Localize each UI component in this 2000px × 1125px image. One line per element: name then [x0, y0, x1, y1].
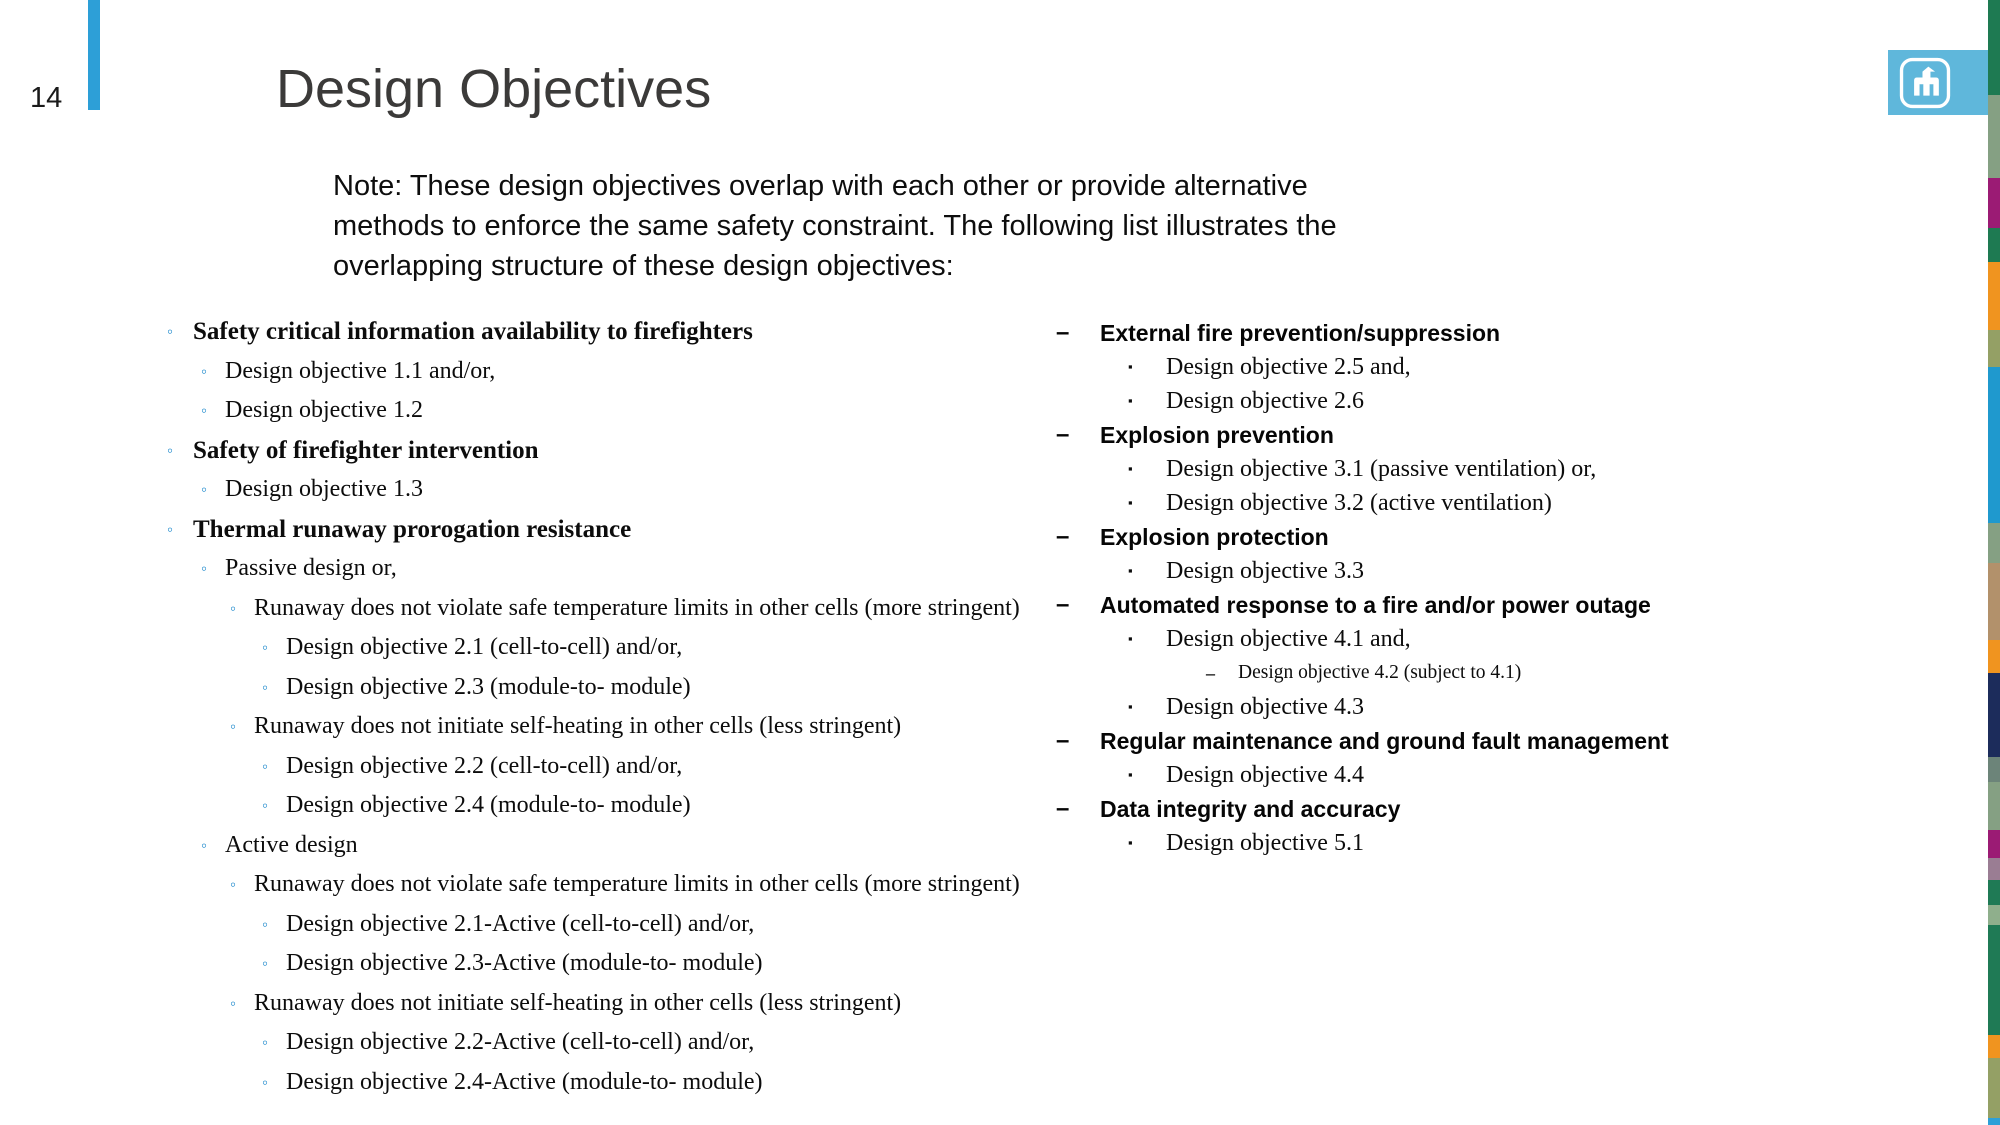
- note-line: methods to enforce the same safety constraint. The following list illustrates the: [333, 210, 1337, 242]
- bullet-icon: –: [1206, 663, 1215, 683]
- list-item-text: Design objective 2.1-Active (cell-to-cell) and/or,: [286, 910, 755, 937]
- list-item-text: Design objective 2.1 (cell-to-cell) and/or,: [286, 634, 683, 660]
- bullet-icon: ◦: [201, 480, 208, 499]
- list-item: [0, 826, 2000, 860]
- list-item: [0, 554, 2000, 588]
- list-item: [0, 792, 2000, 826]
- color-stripe-segment: [1988, 178, 2000, 228]
- list-item-text: Automated response to a fire and/or power outage: [1100, 592, 1651, 618]
- bullet-icon: ◦: [230, 993, 237, 1013]
- list-item-text: Explosion protection: [1100, 524, 1329, 550]
- list-item-text: Data integrity and accuracy: [1100, 796, 1401, 822]
- note-line: Note: These design objectives overlap with each other or provide alternative: [333, 170, 1308, 202]
- list-item-text: Design objective 2.4 (module-to- module): [286, 792, 691, 818]
- bullet-icon: ◦: [262, 796, 269, 815]
- list-item: [0, 486, 2000, 520]
- bullet-icon: ◦: [262, 638, 269, 657]
- list-item-text: Runaway does not violate safe temperature limits in other cells (more stringent): [254, 871, 1020, 897]
- list-item: [0, 1023, 2000, 1063]
- list-item-text: Design objective 3.2 (active ventilation): [1166, 490, 1552, 516]
- list-item: [0, 984, 2000, 1024]
- bullet-icon: ◦: [167, 322, 174, 341]
- bullet-icon: ▪: [1128, 461, 1133, 476]
- sandia-thunderbird-icon: [1898, 57, 1952, 109]
- list-item-text: Regular maintenance and ground fault management: [1100, 728, 1669, 754]
- list-item: [0, 905, 2000, 945]
- list-item: [0, 865, 2000, 905]
- bullet-icon: ◦: [262, 1033, 269, 1052]
- page-number: 14: [30, 82, 63, 114]
- list-item: [0, 690, 2000, 724]
- bullet-icon: ◦: [167, 440, 174, 460]
- bullet-icon: ◦: [201, 401, 208, 420]
- bullet-icon: ◦: [262, 756, 269, 776]
- list-item-text: Explosion prevention: [1100, 422, 1334, 448]
- outline-right-column: [0, 316, 2000, 860]
- list-item-text: Runaway does not initiate self-heating in other cells (less stringent): [254, 713, 902, 739]
- list-item-text: Thermal runaway prorogation resistance: [193, 515, 632, 543]
- list-item: [0, 1063, 2000, 1103]
- bullet-icon: ▪: [1128, 767, 1133, 782]
- bullet-icon: ◦: [230, 717, 237, 736]
- list-item-text: Design objective 4.3: [1166, 694, 1364, 720]
- list-item: [0, 622, 2000, 656]
- list-item: [0, 588, 2000, 622]
- list-item: [0, 418, 2000, 452]
- list-item-text: Design objective 3.3: [1166, 558, 1364, 584]
- bullet-icon: ◦: [262, 914, 269, 934]
- list-item: [0, 656, 2000, 690]
- bullet-icon: ◦: [230, 875, 237, 894]
- list-item-text: Runaway does not violate safe temperature limits in other cells (more stringent): [254, 594, 1020, 621]
- accent-bar: [88, 0, 100, 110]
- bullet-icon: ◦: [201, 361, 208, 381]
- bullet-icon: ▪: [1128, 359, 1133, 374]
- list-item-text: Active design: [225, 831, 358, 858]
- bullet-icon: ▪: [1128, 563, 1133, 578]
- list-item-text: Design objective 2.6: [1166, 388, 1364, 414]
- bullet-icon: ▪: [1128, 699, 1133, 714]
- list-item-text: Design objective 4.4: [1166, 762, 1364, 788]
- list-item: [0, 384, 2000, 418]
- list-item-text: Design objective 4.1 and,: [1166, 626, 1411, 652]
- list-item-text: Design objective 4.2 (subject to 4.1): [1238, 662, 1522, 683]
- list-item-text: Safety critical information availability to firefighters: [193, 318, 753, 345]
- bullet-icon: ◦: [262, 1072, 269, 1092]
- bullet-icon: –: [1056, 591, 1070, 618]
- bullet-icon: –: [1056, 421, 1070, 448]
- list-item: [0, 316, 2000, 350]
- note-line: overlapping structure of these design objectives:: [333, 250, 954, 282]
- list-item-text: Design objective 2.2-Active (cell-to-cell) and/or,: [286, 1029, 755, 1055]
- list-item-text: Design objective 2.3 (module-to- module): [286, 673, 691, 700]
- list-item: [0, 350, 2000, 384]
- bullet-icon: ◦: [262, 677, 269, 697]
- bullet-icon: –: [1056, 795, 1070, 822]
- list-item-text: Design objective 5.1: [1166, 830, 1364, 856]
- color-stripe-segment: [1988, 95, 2000, 178]
- list-item-text: Design objective 1.1 and/or,: [225, 357, 496, 384]
- bullet-icon: ◦: [201, 559, 208, 578]
- list-item-text: Design objective 1.2: [225, 397, 423, 423]
- list-item: [0, 724, 2000, 758]
- logo-container: [1888, 50, 1988, 115]
- bullet-icon: ◦: [262, 954, 269, 973]
- list-item: [0, 452, 2000, 486]
- bullet-icon: ◦: [201, 835, 208, 855]
- list-item-text: Runaway does not initiate self-heating in other cells (less stringent): [254, 989, 902, 1016]
- bullet-icon: –: [1056, 523, 1070, 550]
- color-stripe-segment: [1988, 1118, 2000, 1125]
- list-item-text: Design objective 1.3: [225, 476, 423, 502]
- list-item-text: Design objective 3.1 (passive ventilation) or,: [1166, 456, 1597, 482]
- bullet-icon: ▪: [1128, 835, 1133, 850]
- color-stripe-segment: [1988, 228, 2000, 262]
- bullet-icon: –: [1056, 319, 1070, 346]
- bullet-icon: ▪: [1128, 631, 1133, 646]
- color-stripe-segment: [1988, 0, 2000, 95]
- list-item-text: Design objective 2.5 and,: [1166, 354, 1411, 380]
- page-title: Design Objectives: [276, 59, 712, 119]
- list-item-text: Passive design or,: [225, 555, 397, 581]
- list-item: [0, 520, 2000, 554]
- bullet-icon: ▪: [1128, 393, 1133, 408]
- list-item: [0, 758, 2000, 792]
- list-item-text: Design objective 2.4-Active (module-to- module): [286, 1068, 763, 1095]
- bullet-icon: ◦: [230, 598, 237, 618]
- list-item-text: External fire prevention/suppression: [1100, 320, 1501, 346]
- list-item: [0, 944, 2000, 984]
- note-paragraph: [333, 166, 1337, 286]
- bullet-icon: ◦: [167, 519, 174, 539]
- bullet-icon: –: [1056, 727, 1070, 754]
- list-item-text: Safety of firefighter intervention: [193, 436, 539, 464]
- list-item-text: Design objective 2.2 (cell-to-cell) and/or,: [286, 752, 683, 779]
- list-item-text: Design objective 2.3-Active (module-to- module): [286, 950, 763, 976]
- bullet-icon: ▪: [1128, 495, 1133, 510]
